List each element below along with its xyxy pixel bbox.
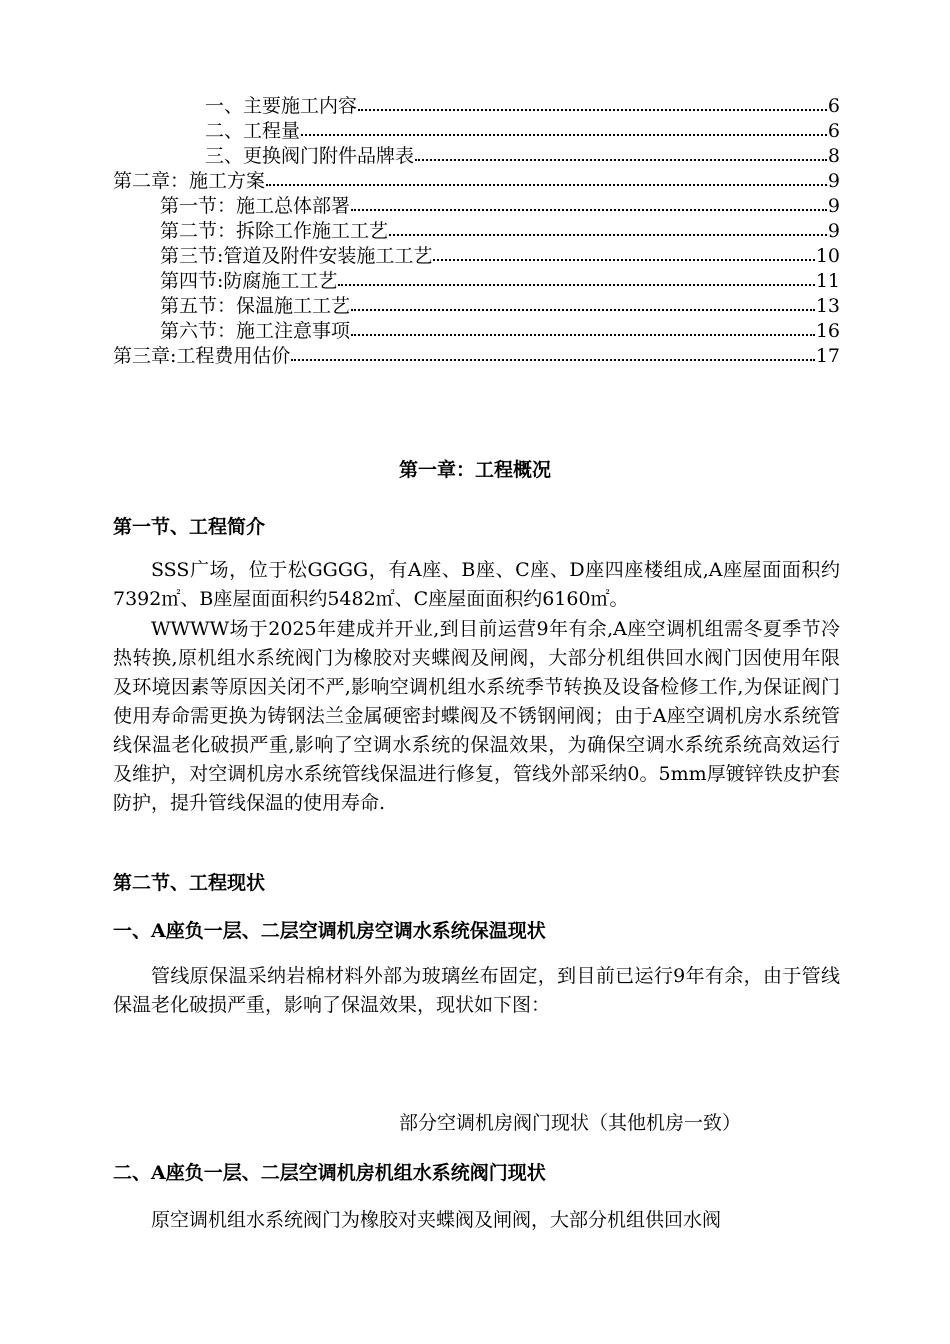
paragraph: 原空调机组水系统阀门为橡胶对夹蝶阀及闸阀，大部分机组供回水阀 bbox=[151, 1209, 722, 1231]
toc-entry[interactable] bbox=[205, 117, 840, 142]
toc-leader-dots bbox=[389, 216, 827, 236]
section-title: 第一节、工程简介 bbox=[113, 516, 266, 538]
paragraph: SSS广场，位于松GGGG，有A座、B座、C座、D座四座楼组成,A座屋面面积约7392㎡、B座屋面面积约5482㎡、C座屋面面积约6160㎡。 bbox=[113, 559, 840, 610]
toc-entry-page: 16 bbox=[815, 320, 840, 342]
toc-leader-dots bbox=[291, 341, 814, 361]
toc-entry-page: 10 bbox=[815, 245, 840, 267]
toc-entry[interactable] bbox=[160, 292, 840, 317]
toc-leader-dots bbox=[301, 116, 827, 136]
toc-entry[interactable] bbox=[160, 217, 840, 242]
toc-entry-label: 第一节：施工总体部署 bbox=[160, 195, 351, 217]
chapter-title: 第一章：工程概况 bbox=[398, 459, 551, 481]
toc-entry-page: 11 bbox=[815, 270, 840, 292]
toc-entry-page: 9 bbox=[827, 195, 840, 217]
toc-entry-label: 三、更换阀门附件品牌表 bbox=[205, 145, 415, 167]
toc-entry[interactable] bbox=[113, 167, 840, 192]
toc-entry-label: 第五节：保温施工工艺 bbox=[160, 295, 351, 317]
toc-entry-label: 一、主要施工内容 bbox=[205, 95, 358, 117]
toc-entry[interactable] bbox=[205, 142, 840, 167]
toc-leader-dots bbox=[433, 241, 814, 261]
toc-entry-label: 第六节：施工注意事项 bbox=[160, 320, 351, 342]
toc-leader-dots bbox=[351, 316, 815, 336]
toc-entry-page: 8 bbox=[827, 145, 840, 167]
toc-entry-label: 第三节:管道及附件安装施工工艺 bbox=[160, 245, 433, 267]
toc-entry-page: 6 bbox=[827, 120, 840, 142]
toc-entry-label: 第三章:工程费用估价 bbox=[113, 345, 291, 367]
toc-entry[interactable] bbox=[160, 267, 840, 292]
toc-entry-page: 9 bbox=[827, 170, 840, 192]
toc-leader-dots bbox=[358, 91, 827, 111]
toc-entry-label: 第二章：施工方案 bbox=[113, 170, 266, 192]
toc-entry-page: 13 bbox=[815, 295, 840, 317]
toc-entry-page: 9 bbox=[827, 220, 840, 242]
paragraph: WWWW场于2025年建成并开业,到目前运营9年有余,A座空调机组需冬夏季节冷热转换,原机组水系统阀门为橡胶对夹蝶阀及闸阀，大部分机组供回水阀门因使用年限及环境因素等原因关闭不严,影响空调机组水系统季节转换及设备检修工作,为保证阀门使用寿命需更换为铸钢法兰金属硬密封蝶阀及不锈钢闸阀；由于A座空调机房水系统管线保温老化破损严重,影响了空调水系统的保温效果，为确保空调水系统系统高效运行及维护，对空调机房水系统管线保温进行修复，管线外部采纳0。5mm厚镀锌铁皮护套防护，提升管线保温的使用寿命. bbox=[113, 618, 840, 814]
toc-entry-label: 二、工程量 bbox=[205, 120, 301, 142]
toc-entry[interactable] bbox=[160, 192, 840, 217]
toc-leader-dots bbox=[266, 166, 827, 186]
toc-entry[interactable] bbox=[205, 92, 840, 117]
paragraph: 管线原保温采纳岩棉材料外部为玻璃丝布固定，到目前已运行9年有余，由于管线保温老化破损严重，影响了保温效果，现状如下图： bbox=[113, 965, 840, 1016]
toc-entry-page: 17 bbox=[815, 345, 840, 367]
toc-entry-label: 第二节：拆除工作施工工艺 bbox=[160, 220, 389, 242]
toc-entry[interactable] bbox=[113, 342, 840, 367]
figure-caption: 部分空调机房阀门现状（其他机房一致） bbox=[398, 1112, 741, 1134]
toc-entry[interactable] bbox=[160, 242, 840, 267]
subsection-title: 一、A座负一层、二层空调机房空调水系统保温现状 bbox=[113, 920, 546, 942]
section-title: 第二节、工程现状 bbox=[113, 872, 266, 894]
toc-entry-page: 6 bbox=[827, 95, 840, 117]
toc-leader-dots bbox=[351, 191, 827, 211]
toc-leader-dots bbox=[351, 291, 815, 311]
toc-leader-dots bbox=[338, 266, 814, 286]
subsection-title: 二、A座负一层、二层空调机房机组水系统阀门现状 bbox=[113, 1162, 546, 1184]
toc-entry[interactable] bbox=[160, 317, 840, 342]
toc-leader-dots bbox=[415, 141, 827, 161]
toc-entry-label: 第四节:防腐施工工艺 bbox=[160, 270, 338, 292]
